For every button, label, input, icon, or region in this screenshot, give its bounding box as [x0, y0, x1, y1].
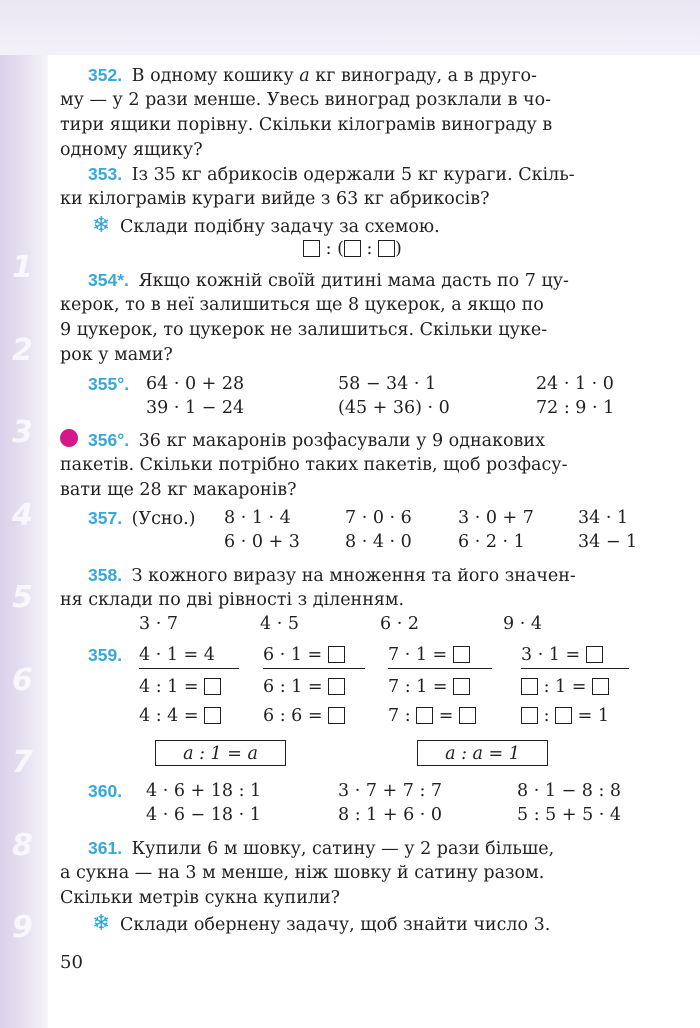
answer-box	[328, 707, 345, 724]
expression: 3 · 7 + 7 : 7	[338, 781, 443, 801]
side-number: 8	[12, 828, 33, 863]
expression: 6 · 0 + 3	[224, 532, 300, 552]
answer-box	[453, 678, 470, 695]
side-number: 2	[12, 333, 33, 368]
answer-box	[416, 707, 433, 724]
problem-354-line1: 354*. Якщо кожній своїй дитині мама дасть по 7 цу-	[88, 270, 569, 291]
equation: : = 1	[521, 704, 609, 729]
answer-box	[344, 240, 361, 257]
answer-box	[453, 646, 470, 663]
side-number: 4	[12, 498, 33, 533]
problem-353-line2: ки кілограмів кураги вийде з 63 кг абрикосів?	[60, 189, 490, 209]
problem-359-num: 359.	[88, 645, 123, 665]
answer-box	[328, 678, 345, 695]
rule-frame: a : a = 1	[417, 740, 548, 766]
expression: 58 − 34 · 1	[338, 374, 437, 394]
answer-box	[521, 678, 538, 695]
side-number: 5	[12, 580, 33, 615]
page-number: 50	[60, 952, 83, 973]
answer-box	[303, 240, 320, 257]
task-353: ❄ Склади подібну задачу за схемою.	[92, 213, 440, 238]
expression: (45 + 36) · 0	[338, 398, 450, 418]
expression: 34 − 1	[578, 532, 638, 552]
equation: 6 : 1 =	[263, 675, 345, 700]
expression: 64 · 0 + 28	[146, 374, 245, 394]
equation: 4 · 1 = 4	[139, 643, 239, 669]
top-band	[0, 0, 700, 55]
problem-352-line4: одному ящику?	[60, 140, 203, 160]
equation: 7 : =	[388, 704, 476, 729]
equation: 4 : 4 =	[139, 704, 221, 729]
side-band	[0, 55, 48, 1028]
expression: 6 · 2 · 1	[458, 532, 525, 552]
problem-357-head: 357. (Усно.)	[88, 508, 196, 529]
equation: 6 · 1 =	[263, 643, 365, 669]
answer-box	[521, 707, 538, 724]
problem-352-line3: тири ящики порівну. Скільки кілограмів винограду в	[60, 115, 553, 135]
equation: 7 · 1 =	[388, 643, 492, 669]
problem-361-line2: а сукна — на 3 м менше, ніж шовку й сатину разом.	[60, 863, 545, 883]
answer-box	[328, 646, 345, 663]
expression: 7 · 0 · 6	[345, 508, 412, 528]
problem-358-line1: 358. З кожного виразу на множення та його значен-	[88, 565, 576, 586]
side-number: 6	[12, 663, 33, 698]
answer-box	[204, 707, 221, 724]
expression: 9 · 4	[503, 614, 542, 634]
pink-marker-dot	[60, 429, 78, 447]
answer-box	[592, 678, 609, 695]
rule-frame: a : 1 = a	[155, 740, 286, 766]
expression: 8 : 1 + 6 · 0	[338, 805, 443, 825]
expression: 39 · 1 − 24	[146, 398, 245, 418]
problem-353-line1: 353. Із 35 кг абрикосів одержали 5 кг кураги. Скіль-	[88, 164, 575, 185]
expression: 3 · 7	[139, 614, 178, 634]
expression: 5 : 5 + 5 · 4	[517, 805, 622, 825]
expression: 8 · 1 · 4	[224, 508, 291, 528]
problem-356-line2: пакетів. Скільки потрібно таких пакетів, щоб розфасу-	[60, 455, 568, 475]
answer-box	[555, 707, 572, 724]
expression: 4 · 6 − 18 · 1	[146, 805, 261, 825]
expression: 8 · 4 · 0	[345, 532, 412, 552]
expression: 72 : 9 · 1	[536, 398, 615, 418]
equation: 7 : 1 =	[388, 675, 470, 700]
snowflake-icon: ❄	[92, 213, 111, 238]
snowflake-icon: ❄	[92, 911, 111, 936]
problem-352-line1: 352. В одному кошику a кг винограду, а в друго-	[88, 65, 537, 86]
equation: 4 : 1 =	[139, 675, 221, 700]
expression: 4 · 6 + 18 : 1	[146, 781, 262, 801]
equation: 3 · 1 =	[521, 643, 629, 669]
problem-358-line2: ня склади по дві рівності з діленням.	[60, 590, 405, 610]
side-number: 1	[12, 250, 33, 285]
problem-352-line2: му — у 2 рази менше. Увесь виноград розклали в чо-	[60, 90, 552, 110]
answer-box	[459, 707, 476, 724]
answer-box	[586, 646, 603, 663]
problem-356-line1: 356°. 36 кг макаронів розфасували у 9 однакових	[88, 430, 545, 451]
expression: 34 · 1	[578, 508, 629, 528]
equation: : 1 =	[521, 675, 609, 700]
equation: 6 : 6 =	[263, 704, 345, 729]
side-number: 3	[12, 415, 33, 450]
answer-box	[378, 240, 395, 257]
problem-354-line2: керок, то в неї залишиться ще 8 цукерок, а якщо по	[60, 295, 544, 315]
task-361: ❄ Склади обернену задачу, щоб знайти число 3.	[92, 911, 551, 936]
problem-361-line1: 361. Купили 6 м шовку, сатину — у 2 рази більше,	[88, 838, 555, 859]
problem-355-num: 355°.	[88, 374, 130, 394]
answer-box	[204, 678, 221, 695]
scheme-353: : ( : )	[303, 237, 402, 262]
side-number: 7	[12, 745, 33, 780]
expression: 4 · 5	[260, 614, 299, 634]
side-number: 9	[12, 910, 33, 945]
problem-361-line3: Скільки метрів сукна купили?	[60, 888, 341, 908]
problem-354-line4: рок у мами?	[60, 345, 173, 365]
expression: 24 · 1 · 0	[536, 374, 614, 394]
expression: 8 · 1 − 8 : 8	[517, 781, 622, 801]
problem-354-line3: 9 цукерок, то цукерок не залишиться. Скільки цуке-	[60, 320, 548, 340]
problem-360-num: 360.	[88, 781, 123, 801]
expression: 3 · 0 + 7	[458, 508, 534, 528]
expression: 6 · 2	[380, 614, 419, 634]
problem-356-line3: вати ще 28 кг макаронів?	[60, 480, 297, 500]
